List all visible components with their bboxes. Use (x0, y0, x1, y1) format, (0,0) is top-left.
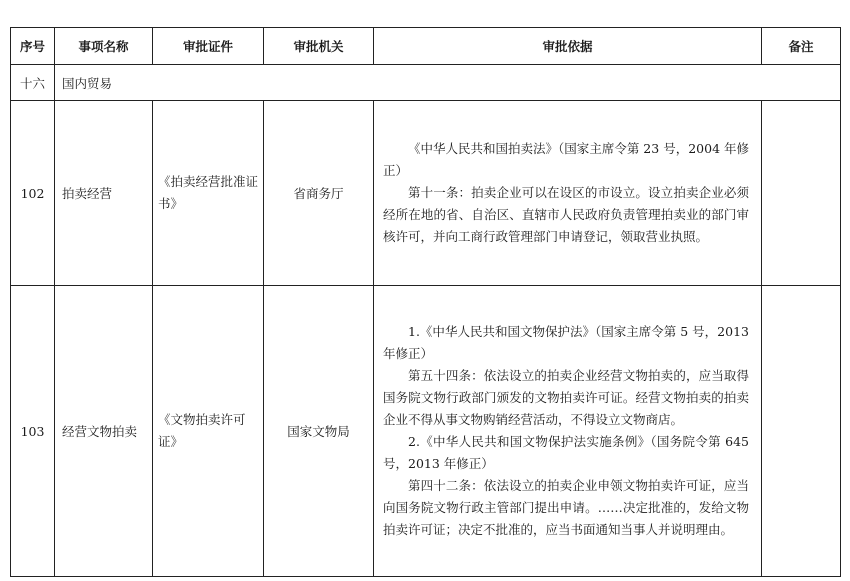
table-row (11, 286, 841, 577)
row-seq: 103 (11, 286, 55, 577)
row-cert: 《拍卖经营批准证书》 (153, 101, 264, 286)
basis-paragraph: 《中华人民共和国拍卖法》（国家主席令第 23 号，2004 年修正） (383, 141, 749, 178)
row-remark (762, 286, 841, 577)
section-row (11, 65, 841, 101)
header-seq: 序号 (11, 28, 55, 65)
header-remark: 备注 (762, 28, 841, 65)
basis-paragraph: 1.《中华人民共和国文物保护法》（国家主席令第 5 号，2013 年修正） (383, 324, 749, 361)
row-seq: 102 (11, 101, 55, 286)
row-basis (374, 286, 762, 577)
row-authority: 国家文物局 (264, 286, 374, 577)
row-remark (762, 101, 841, 286)
row-name: 经营文物拍卖 (55, 286, 153, 577)
table-row (11, 101, 841, 286)
row-cert: 《文物拍卖许可证》 (153, 286, 264, 577)
header-row (11, 28, 841, 65)
row-authority: 省商务厅 (264, 101, 374, 286)
approval-table (10, 27, 841, 577)
basis-paragraph: 第四十二条：依法设立的拍卖企业申领文物拍卖许可证，应当向国务院文物行政主管部门提出申请。……决定批准的，发给文物拍卖许可证；决定不批准的，应当书面通知当事人并说明理由。 (383, 478, 749, 537)
section-title: 国内贸易 (55, 65, 841, 101)
section-number: 十六 (11, 65, 55, 101)
header-authority: 审批机关 (264, 28, 374, 65)
header-basis: 审批依据 (374, 28, 762, 65)
header-cert: 审批证件 (153, 28, 264, 65)
basis-paragraph: 2.《中华人民共和国文物保护法实施条例》（国务院令第 645 号，2013 年修正） (383, 434, 749, 471)
basis-paragraph: 第十一条：拍卖企业可以在设区的市设立。设立拍卖企业必须经所在地的省、自治区、直辖市人民政府负责管理拍卖业的部门审核许可，并向工商行政管理部门申请登记，领取营业执照。 (383, 185, 749, 244)
header-name: 事项名称 (55, 28, 153, 65)
row-basis (374, 101, 762, 286)
basis-paragraph: 第五十四条：依法设立的拍卖企业经营文物拍卖的，应当取得国务院文物行政部门颁发的文物拍卖许可证。经营文物拍卖的拍卖企业不得从事文物购销经营活动，不得设立文物商店。 (383, 368, 749, 427)
row-name: 拍卖经营 (55, 101, 153, 286)
